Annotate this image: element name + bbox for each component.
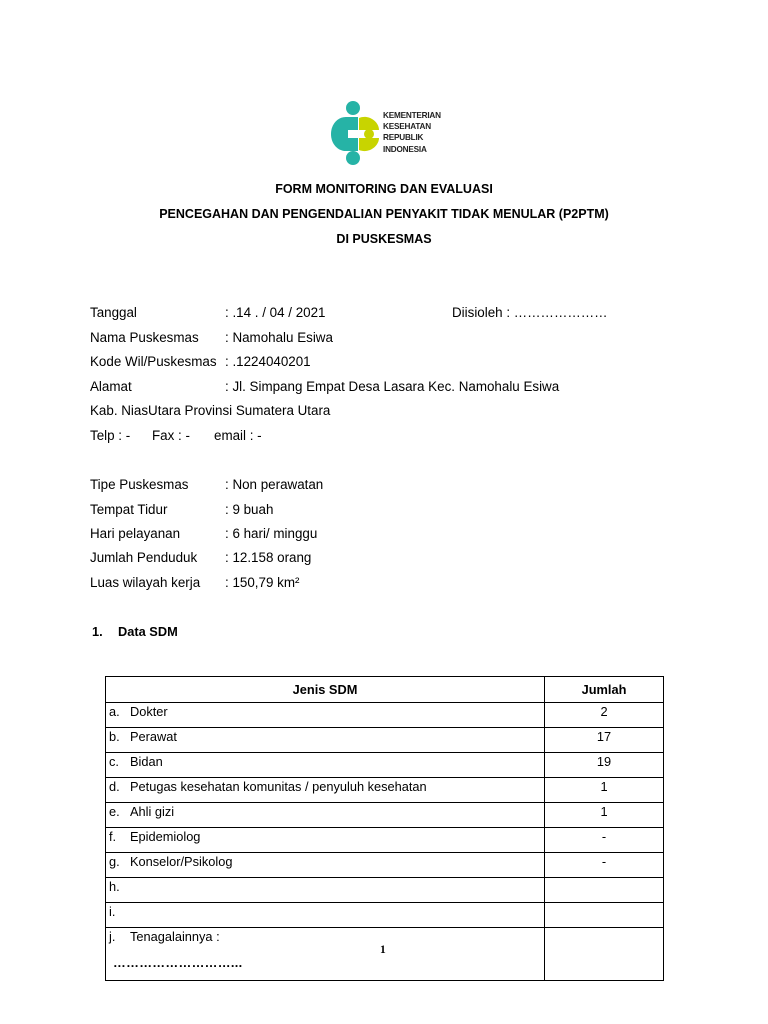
logo-wordmark xyxy=(383,110,441,155)
row-name: Konselor/Psikolog xyxy=(130,854,233,869)
logo-line: KESEHATAN xyxy=(383,122,431,132)
kode-label: Kode Wil/Puskesmas xyxy=(90,354,217,369)
row-letter: i. xyxy=(109,904,116,919)
column-header-jumlah: Jumlah xyxy=(545,677,664,703)
field-kode-wil xyxy=(90,352,490,372)
row-letter: d. xyxy=(109,779,120,794)
hari-value: : 6 hari/ minggu xyxy=(225,526,318,541)
cell-jenis xyxy=(106,903,545,928)
logo-line: INDONESIA xyxy=(383,144,427,154)
logo-line: KEMENTERIAN xyxy=(383,111,441,120)
table-row xyxy=(106,753,664,778)
field-tanggal xyxy=(90,303,650,323)
row-name: Petugas kesehatan komunitas / penyuluh kesehatan xyxy=(130,779,427,794)
cell-jenis xyxy=(106,728,545,753)
table-row xyxy=(106,828,664,853)
cell-jumlah xyxy=(545,903,664,928)
field-tempat-tidur xyxy=(90,500,490,520)
row-letter: h. xyxy=(109,879,120,894)
row-name: Epidemiolog xyxy=(130,829,201,844)
field-alamat xyxy=(90,377,690,397)
row-name: Perawat xyxy=(130,729,177,744)
cell-jenis xyxy=(106,928,545,981)
section-title: Data SDM xyxy=(118,624,178,639)
cell-jenis xyxy=(106,753,545,778)
row-name: Tenagalainnya : xyxy=(130,929,220,944)
row-letter: e. xyxy=(109,804,120,819)
row-letter: f. xyxy=(109,829,117,844)
cell-jenis xyxy=(106,803,545,828)
cell-jenis xyxy=(106,878,545,903)
column-header-jenis: Jenis SDM xyxy=(106,677,545,703)
row-name: Ahli gizi xyxy=(130,804,175,819)
tidur-value: : 9 buah xyxy=(225,502,274,517)
row-letter: a. xyxy=(109,704,120,719)
penduduk-label: Jumlah Penduduk xyxy=(90,550,198,565)
table-header-row xyxy=(106,677,664,703)
table-row xyxy=(106,778,664,803)
tipe-value: : Non perawatan xyxy=(225,477,324,492)
form-title-line1: FORM MONITORING DAN EVALUASI xyxy=(275,182,493,196)
logo-line: REPUBLIK xyxy=(383,133,424,143)
cell-jumlah: 1 xyxy=(545,778,664,803)
section-heading xyxy=(92,624,178,639)
form-title-line3: DI PUSKESMAS xyxy=(336,232,432,246)
kode-value: : .1224040201 xyxy=(225,354,311,369)
tipe-label: Tipe Puskesmas xyxy=(90,477,189,492)
cell-jenis xyxy=(106,778,545,803)
diisi-oleh-field: Diisioleh : ………………… xyxy=(452,305,608,320)
nama-value: : Namohalu Esiwa xyxy=(225,330,333,345)
row-letter: b. xyxy=(109,729,120,744)
tanggal-label: Tanggal xyxy=(90,305,137,320)
alamat-value: : Jl. Simpang Empat Desa Lasara Kec. Namohalu Esiwa xyxy=(225,379,560,394)
table-row xyxy=(106,803,664,828)
row-name: Bidan xyxy=(130,754,163,769)
sdm-table xyxy=(105,676,664,981)
row-name: Dokter xyxy=(130,704,168,719)
row-letter: j. xyxy=(109,929,116,944)
cell-jumlah xyxy=(545,928,664,981)
luas-label: Luas wilayah kerja xyxy=(90,575,201,590)
tanggal-value: : .14 . / 04 / 2021 xyxy=(225,305,326,320)
cell-jumlah: 19 xyxy=(545,753,664,778)
cell-jumlah: 1 xyxy=(545,803,664,828)
penduduk-value: : 12.158 orang xyxy=(225,550,312,565)
email-field: email : - xyxy=(214,428,262,443)
field-jumlah-penduduk xyxy=(90,548,490,568)
cell-jumlah: - xyxy=(545,828,664,853)
field-tipe-puskesmas xyxy=(90,475,490,495)
field-nama-puskesmas xyxy=(90,328,490,348)
table-row xyxy=(106,903,664,928)
table-row xyxy=(106,703,664,728)
table-row xyxy=(106,728,664,753)
hari-label: Hari pelayanan xyxy=(90,526,181,541)
section-number: 1. xyxy=(92,624,103,639)
telp-field: Telp : - xyxy=(90,428,131,443)
cell-jenis xyxy=(106,853,545,878)
cell-jenis xyxy=(106,828,545,853)
row-letter: c. xyxy=(109,754,119,769)
alamat-label: Alamat xyxy=(90,379,132,394)
field-hari-pelayanan xyxy=(90,524,490,544)
other-staff-blank: ………………………... xyxy=(113,955,243,970)
field-kabupaten xyxy=(90,401,490,421)
tidur-label: Tempat Tidur xyxy=(90,502,168,517)
cell-jumlah: 17 xyxy=(545,728,664,753)
kemenkes-logo xyxy=(329,100,449,168)
cell-jenis xyxy=(106,703,545,728)
table-row xyxy=(106,853,664,878)
nama-label: Nama Puskesmas xyxy=(90,330,199,345)
luas-value: : 150,79 km² xyxy=(225,575,300,590)
cell-jumlah: 2 xyxy=(545,703,664,728)
form-title-line2: PENCEGAHAN DAN PENGENDALIAN PENYAKIT TIDAK MENULAR (P2PTM) xyxy=(159,207,609,221)
cell-jumlah xyxy=(545,878,664,903)
page-number: 1 xyxy=(380,944,386,956)
row-letter: g. xyxy=(109,854,120,869)
field-luas-wilayah xyxy=(90,573,490,593)
table-row xyxy=(106,878,664,903)
kemenkes-logo-icon xyxy=(329,100,381,168)
field-contact xyxy=(90,426,490,446)
fax-field: Fax : - xyxy=(152,428,190,443)
cell-jumlah: - xyxy=(545,853,664,878)
kabupaten-line: Kab. NiasUtara Provinsi Sumatera Utara xyxy=(90,403,331,418)
